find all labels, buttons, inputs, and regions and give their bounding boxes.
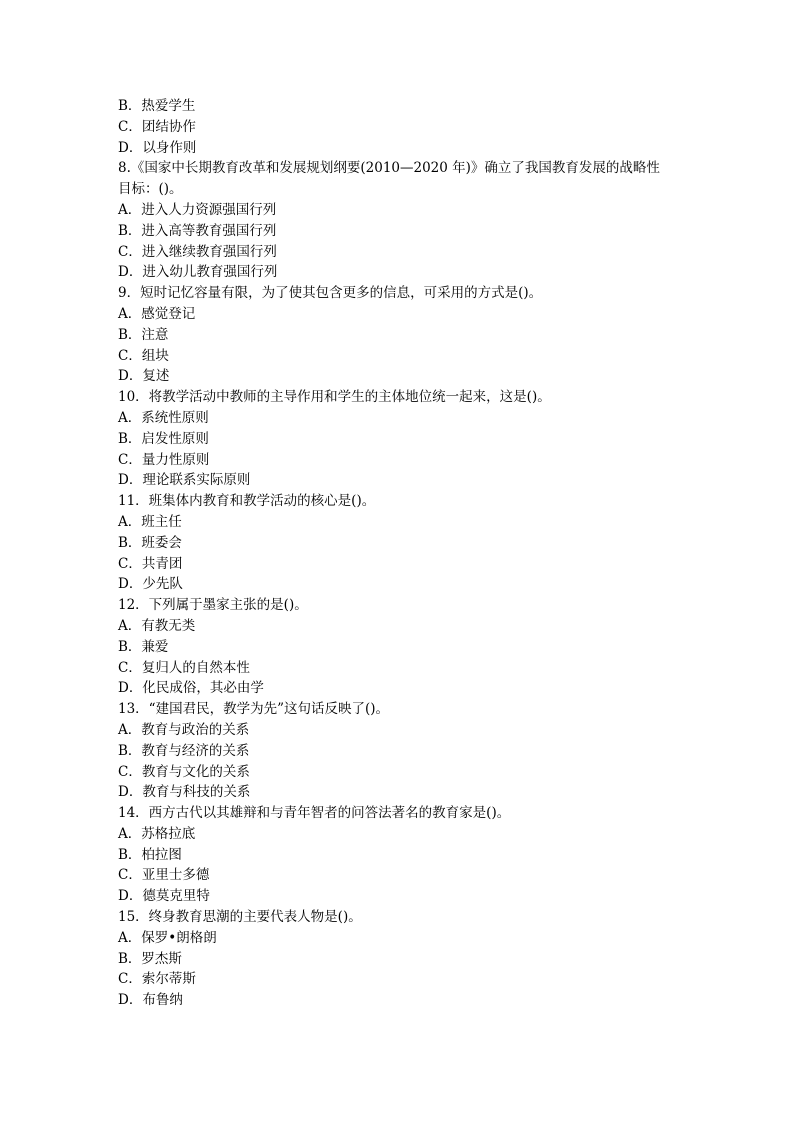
option-c: C．量力性原则 (118, 451, 210, 468)
question-stem: 15．终身教育思潮的主要代表人物是()。 (118, 909, 362, 926)
option-b: B．注意 (118, 326, 169, 343)
option-b: B．罗杰斯 (118, 950, 182, 967)
option-a: A．班主任 (118, 513, 182, 530)
option-d: D．布鲁纳 (118, 992, 183, 1009)
question-13 (118, 699, 678, 803)
option-c: C．教育与文化的关系 (118, 763, 250, 780)
option-c: C．进入继续教育强国行列 (118, 243, 277, 260)
option-b: B．启发性原则 (118, 430, 209, 447)
option-c: C．索尔蒂斯 (118, 971, 196, 988)
prev-question-options (118, 96, 678, 158)
option-a: A．苏格拉底 (118, 825, 196, 842)
option-d: D．以身作则 (118, 139, 197, 156)
option-a: A．教育与政治的关系 (118, 721, 250, 738)
option-c: C．复归人的自然本性 (118, 659, 250, 676)
option-b: B．班委会 (118, 534, 182, 551)
option-b: B．进入高等教育强国行列 (118, 222, 277, 239)
question-10 (118, 387, 678, 491)
option-c: C．团结协作 (118, 118, 196, 135)
option-a: A．感觉登记 (118, 305, 196, 322)
option-c: C．亚里士多德 (118, 867, 210, 884)
option-d: D．复述 (118, 368, 170, 385)
option-b: B．柏拉图 (118, 846, 182, 863)
option-b: B．热爱学生 (118, 98, 196, 114)
option-d: D．教育与科技的关系 (118, 784, 251, 801)
question-stem: 8.《国家中长期教育改革和发展规划纲要(2010—2020 年)》确立了我国教育发展的战略性 (118, 160, 660, 177)
question-stem: 13．“建国君民，教学为先”这句话反映了()。 (118, 701, 390, 718)
question-14 (118, 803, 678, 907)
option-c: C．组块 (118, 347, 169, 364)
option-b: B．兼爱 (118, 638, 169, 655)
question-stem: 12．下列属于墨家主张的是()。 (118, 597, 308, 614)
question-stem: 14．西方古代以其雄辩和与青年智者的问答法著名的教育家是()。 (118, 805, 511, 822)
option-b: B．教育与经济的关系 (118, 742, 250, 759)
question-stem: 11．班集体内教育和教学活动的核心是()。 (118, 493, 376, 510)
question-11 (118, 491, 678, 595)
option-d: D．德莫克里特 (118, 888, 210, 905)
question-stem-cont: 目标：()。 (118, 181, 183, 198)
option-a: A．保罗•朗格朗 (118, 929, 217, 946)
option-c: C．共青团 (118, 555, 183, 572)
question-9 (118, 283, 678, 387)
option-d: D．进入幼儿教育强国行列 (118, 264, 278, 281)
question-12 (118, 595, 678, 699)
option-d: D．少先队 (118, 576, 183, 593)
option-a: A．有教无类 (118, 617, 196, 634)
option-a: A．进入人力资源强国行列 (118, 201, 277, 218)
option-a: A．系统性原则 (118, 409, 209, 426)
question-stem: 9．短时记忆容量有限，为了使其包含更多的信息，可采用的方式是()。 (118, 285, 543, 302)
option-d: D．理论联系实际原则 (118, 472, 251, 489)
question-15 (118, 907, 678, 1011)
document-content (118, 96, 678, 1011)
option-d: D．化民成俗，其必由学 (118, 680, 264, 697)
question-8 (118, 158, 678, 283)
question-stem: 10．将教学活动中教师的主导作用和学生的主体地位统一起来，这是()。 (118, 389, 551, 406)
